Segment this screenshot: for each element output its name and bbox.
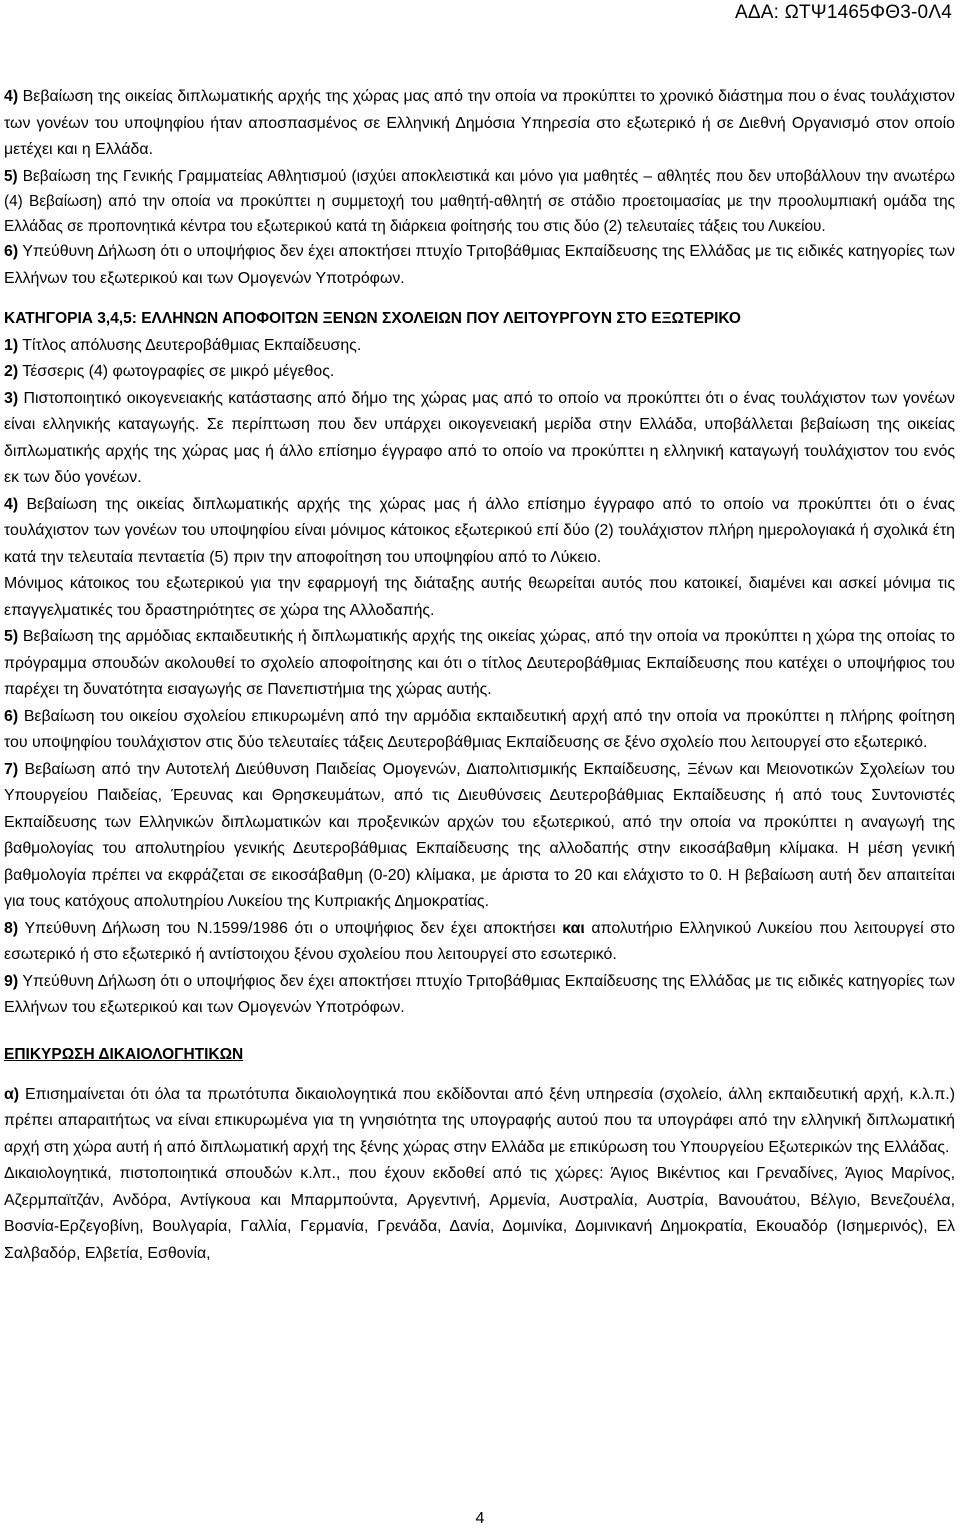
item-text: Βεβαίωση της οικείας διπλωματικής αρχής της χώρας μας ή άλλο επίσημο έγγραφο από το οποίο να προκύπτει ότι ο ένας τουλάχιστον των γονέων του υποψηφίου είναι μόνιμος κάτοικος εξωτερικού επί δύο (2) τουλάχιστον πλήρη ημερολογιακά ή σχολικά έτη κατά την τελευταία πενταετία (5) πριν την αποφοίτηση του υποψηφίου από το Λύκειο. [4, 495, 955, 566]
item-number: 3) [4, 389, 19, 407]
item-4-paragraph [4, 84, 955, 164]
resident-definition: Μόνιμος κάτοικος του εξωτερικού για την εφαρμογή της διάταξης αυτής θεωρείται αυτός που κατοικεί, διαμένει και ασκεί μόνιμα τις επαγγελματικές του δραστηριότητες σε χώρα της Αλλοδαπής. [4, 575, 955, 619]
item-text: Υπεύθυνη Δήλωση ότι ο υποψήφιος δεν έχει αποκτήσει πτυχίο Τριτοβάθμιας Εκπαίδευσης της Ελλάδας με τις ειδικές κατηγορίες των Ελλήνων του εξωτερικού και των Ομογενών Υποτρόφων. [4, 243, 955, 287]
cat-item-3 [4, 386, 955, 492]
item-number: 1) [4, 336, 19, 354]
item-number: α) [4, 1085, 20, 1103]
document-body [4, 84, 955, 1267]
item-number: 7) [4, 760, 19, 778]
item-number: 8) [4, 919, 19, 937]
item-number: 2) [4, 363, 19, 381]
ada-code: ΑΔΑ: ΩΤΨ1465ΦΘ3-0Λ4 [734, 2, 952, 23]
item-5-paragraph [4, 164, 955, 240]
item-number: 6) [4, 243, 19, 261]
countries-paragraph: Δικαιολογητικά, πιστοποιητικά σπουδών κ.λπ., που έχουν εκδοθεί από τις χώρες: Άγιος Βικέντιος και Γρεναδίνες, Άγιος Μαρίνος, Αζερμπαϊτζάν, Ανδόρα, Αντίγκουα και Μπαρμπούντα, Αργεντινή, Αρμενία, Αυστραλία, Αυστρία, Βανουάτου, Βέλγιο, Βενεζουέλα, Βοσνία-Ερζεγοβίνη, Βουλγαρία, Γαλλία, Γερμανία, Γρενάδα, Δανία, Δομινίκα, Δομινικανή Δημοκρατία, Εκουαδόρ (Ισημερινός), Ελ Σαλβαδόρ, Ελβετία, Εσθονία, [4, 1165, 955, 1262]
cat-item-9 [4, 969, 955, 1022]
category-heading: ΚΑΤΗΓΟΡΙΑ 3,4,5: ΕΛΛΗΝΩΝ ΑΠΟΦΟΙΤΩΝ ΞΕΝΩΝ ΣΧΟΛΕΙΩΝ ΠΟΥ ΛΕΙΤΟΥΡΓΟΥΝ ΣΤΟ ΕΞΩΤΕΡΙΚΟ [4, 310, 741, 328]
bold-word: και [562, 919, 585, 937]
cat-item-7 [4, 757, 955, 916]
item-number: 4) [4, 495, 19, 513]
item-6-paragraph [4, 239, 955, 292]
cat-item-6 [4, 704, 955, 757]
item-text: Επισημαίνεται ότι όλα τα πρωτότυπα δικαιολογητικά που εκδίδονται από ξένη υπηρεσία (σχολείο, άλλη εκπαιδευτική αρχή, κ.λ.π.) πρέπει απαραιτήτως να είναι επικυρωμένα για τη γνησιότητα της υπογραφής αυτού που τα υπογράφει από την ελληνική διπλωματική αρχή στη χώρα αυτή ή από διπλωματική αρχή της ξένης χώρας στην Ελλάδα με επικύρωση του Υπουργείου Εξωτερικών της Ελλάδας. [4, 1085, 955, 1156]
item-number: 4) [4, 88, 19, 105]
item-number: 5) [4, 167, 18, 185]
item-number: 5) [4, 628, 19, 646]
item-text: Τίτλος απόλυσης Δευτεροβάθμιας Εκπαίδευσης. [18, 336, 362, 354]
validation-heading: ΕΠΙΚΥΡΩΣΗ ΔΙΚΑΙΟΛΟΓΗΤΙΚΩΝ [4, 1045, 244, 1063]
item-text: Βεβαίωση της οικείας διπλωματικής αρχής της χώρας μας από την οποία να προκύπτει το χρονικό διάστημα που ο ένας τουλάχιστον των γονέων του υποψηφίου ήταν αποσπασμένος σε Ελληνική Δημόσια Υπηρεσία στο εξωτερικό ή σε Διεθνή Οργανισμό στον οποίο μετέχει και η Ελλάδα. [4, 88, 955, 158]
cat-item-4 [4, 492, 955, 572]
cat-item-8 [4, 916, 955, 969]
item-text: Τέσσερις (4) φωτογραφίες σε μικρό μέγεθος. [18, 363, 335, 381]
item-text: Υπεύθυνη Δήλωση ότι ο υποψήφιος δεν έχει αποκτήσει πτυχίο Τριτοβάθμιας Εκπαίδευσης της Ελλάδας με τις ειδικές κατηγορίες των Ελλήνων του εξωτερικού και των Ομογενών Υποτρόφων. [4, 972, 955, 1017]
cat-item-2 [4, 359, 955, 386]
item-text: Πιστοποιητικό οικογενειακής κατάστασης από δήμο της χώρας μας από το οποίο να προκύπτει ότι ο ένας τουλάχιστον των γονέων είναι ελληνικής καταγωγής. Σε περίπτωση που δεν υπάρχει οικογενειακή μερίδα στην Ελλάδα, υποβάλλεται βεβαίωση της οικείας διπλωματικής αρχής της χώρας μας ή άλλο επίσημο έγγραφο από το οποίο να προκύπτει η ελληνική καταγωγή τουλάχιστον του ενός εκ των δύο γονέων. [4, 389, 955, 487]
item-text: απολυτήριο Ελληνικού Λυκείου που λειτουργεί στο εσωτερικό ή στο εξωτερικό ή αντίστοιχου ξένου σχολείου που λειτουργεί στο εσωτερικό. [4, 919, 955, 964]
page-number: 4 [475, 1510, 485, 1527]
item-number: 6) [4, 707, 19, 725]
item-text: Βεβαίωση του οικείου σχολείου επικυρωμένη από την αρμόδια εκπαιδευτική αρχή από την οποία να προκύπτει η πλήρης φοίτηση του υποψηφίου τουλάχιστον στις δύο τελευταίες τάξεις Δευτεροβάθμιας Εκπαίδευσης σε ξένο σχολείο που λειτουργεί στο εξωτερικό. [4, 707, 955, 752]
item-number: 9) [4, 972, 19, 990]
item-text: Υπεύθυνη Δήλωση του Ν.1599/1986 ότι ο υποψήφιος δεν έχει αποκτήσει [18, 919, 563, 937]
cat-item-5 [4, 624, 955, 704]
item-text: Βεβαίωση της αρμόδιας εκπαιδευτικής ή διπλωματικής αρχής της οικείας χώρας, από την οποία να προκύπτει η χώρα της οποίας το πρόγραμμα σπουδών ακολουθεί το σχολείο αποφοίτησης και ότι ο τίτλος Δευτεροβάθμιας Εκπαίδευσης που κατέχει ο υποψήφιος του παρέχει τη δυνατότητα εισαγωγής σε Πανεπιστήμια της χώρας αυτής. [4, 628, 955, 699]
validation-item-a [4, 1082, 955, 1162]
item-text: Βεβαίωση από την Αυτοτελή Διεύθυνση Παιδείας Ομογενών, Διαπολιτισμικής Εκπαίδευσης, Ξένων και Μειονοτικών Σχολείων του Υπουργείου Παιδείας, Έρευνας και Θρησκευμάτων, από τις Διευθύνσεις Δευτεροβάθμιας Εκπαίδευσης ή από τους Συντονιστές Εκπαίδευσης των Ελληνικών διπλωματικών και προξενικών αρχών του εξωτερικού, από την οποία να προκύπτει η αναγωγή της βαθμολογίας του απολυτηρίου γενικής Δευτεροβάθμιας Εκπαίδευσης της αλλοδαπής στην εικοσάβαθμη κλίμακα. Η μέση γενική βαθμολογία πρέπει να εκφράζεται σε εικοσάβαθμη (0-20) κλίμακα, με άριστα το 20 και ελάχιστο το 0. Η βεβαίωση αυτή δεν απαιτείται για τους κατόχους απολυτηρίου Λυκείου της Κυπριακής Δημοκρατίας. [4, 760, 955, 911]
cat-item-1 [4, 333, 955, 360]
item-text: Βεβαίωση της Γενικής Γραμματείας Αθλητισμού (ισχύει αποκλειστικά και μόνο για μαθητές – αθλητές που δεν υποβάλλουν την ανωτέρω (4) Βεβαίωση) από την οποία να προκύπτει η συμμετοχή του μαθητή-αθλητή σε στάδιο προετοιμασίας με την προολυμπιακή ομάδα της Ελλάδας σε προπονητικά κέντρα του εξωτερικού κατά τη διάρκεια φοίτησής του στις δύο (2) τελευταίες τάξεις του Λυκείου. [4, 167, 955, 236]
